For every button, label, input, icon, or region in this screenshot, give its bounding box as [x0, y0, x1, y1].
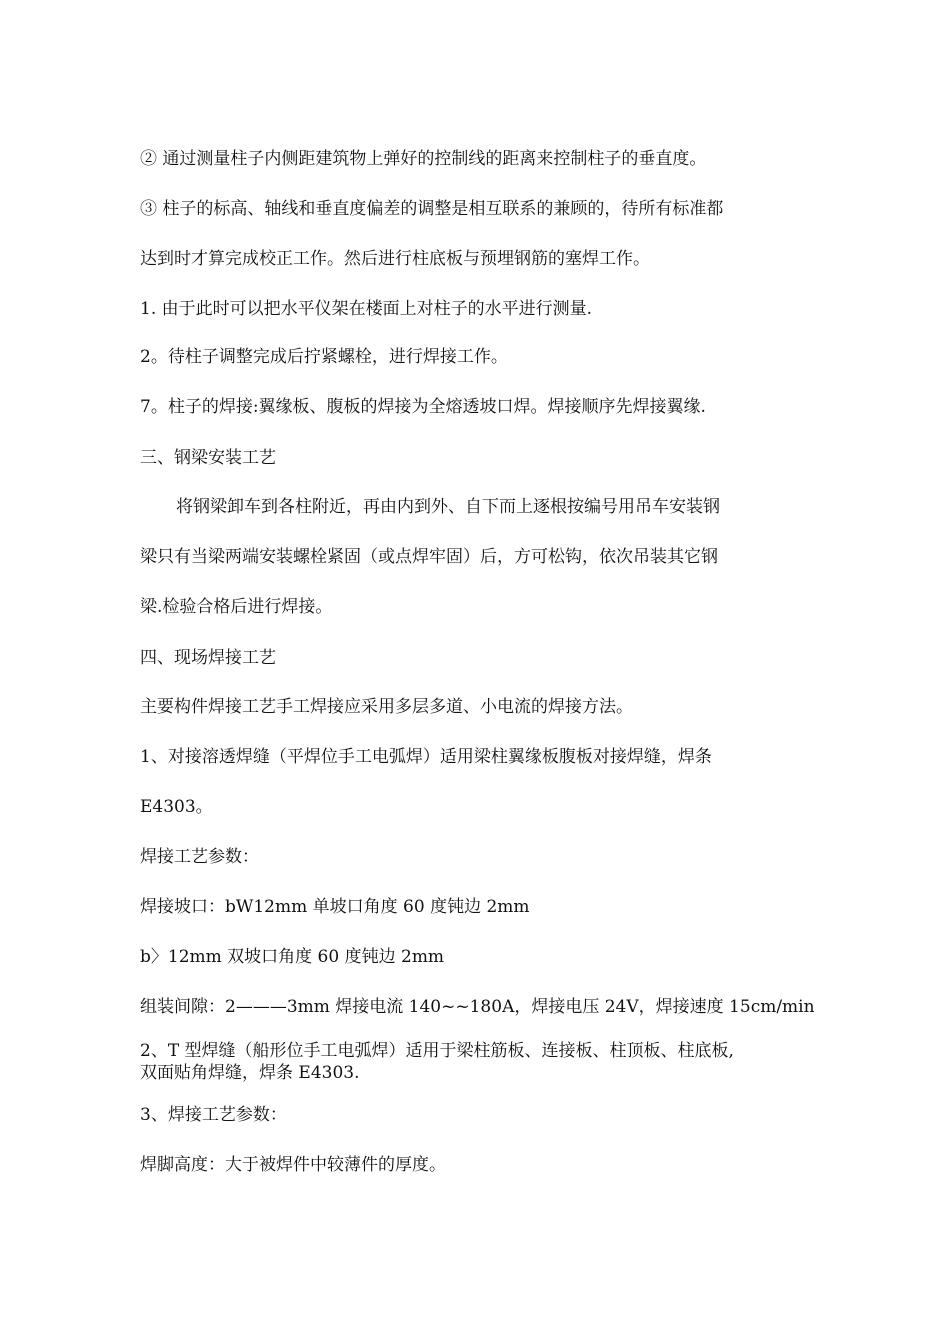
paragraph-line: 焊接坡口：bW12mm 单坡口角度 60 度钝边 2mm: [140, 897, 530, 917]
section-heading: 三、钢梁安装工艺: [140, 448, 276, 468]
paragraph-line: 达到时才算完成校正工作。然后进行柱底板与预埋钢筋的塞焊工作。: [140, 249, 650, 269]
paragraph-line: E4303。: [140, 797, 213, 817]
section-heading: 四、现场焊接工艺: [140, 648, 276, 668]
paragraph-line: b〉12mm 双坡口角度 60 度钝边 2mm: [140, 947, 445, 967]
list-item: 1、对接溶透焊缝（平焊位手工电弧焊）适用梁柱翼缘板腹板对接焊缝，焊条: [140, 747, 712, 767]
paragraph-line: 焊脚高度：大于被焊件中较薄件的厚度。: [140, 1155, 446, 1175]
paragraph-line: 主要构件焊接工艺手工焊接应采用多层多道、小电流的焊接方法。: [140, 697, 633, 717]
list-item: 1. 由于此时可以把水平仪架在楼面上对柱子的水平进行测量.: [140, 299, 593, 319]
paragraph-line: 焊接工艺参数：: [140, 847, 259, 867]
paragraph-line: 梁只有当梁两端安装螺栓紧固（或点焊牢固）后，方可松钩，依次吊装其它钢: [140, 547, 718, 567]
paragraph-line: 将钢梁卸车到各柱附近，再由内到外、自下而上逐根按编号用吊车安装钢: [176, 497, 720, 517]
paragraph-line: ② 通过测量柱子内侧距建筑物上弹好的控制线的距离来控制柱子的垂直度。: [140, 149, 707, 169]
paragraph-line: 梁.检验合格后进行焊接。: [140, 597, 333, 617]
paragraph-line: 组装间隙：2———3mm 焊接电流 140~~180A，焊接电压 24V，焊接速度 15cm/min: [140, 997, 815, 1017]
paragraph-line: ③ 柱子的标高、轴线和垂直度偏差的调整是相互联系的兼顾的，待所有标准都: [140, 199, 724, 219]
list-item: 2。待柱子调整完成后拧紧螺栓，进行焊接工作。: [140, 347, 508, 367]
paragraph-line: 双面贴角焊缝，焊条 E4303.: [140, 1063, 360, 1083]
list-item: 3、焊接工艺参数：: [140, 1105, 287, 1125]
list-item: 2、T 型焊缝（船形位手工电弧焊）适用于梁柱筋板、连接板、柱顶板、柱底板,: [140, 1041, 734, 1061]
list-item: 7。柱子的焊接:翼缘板、腹板的焊接为全熔透坡口焊。焊接顺序先焊接翼缘.: [140, 397, 706, 417]
